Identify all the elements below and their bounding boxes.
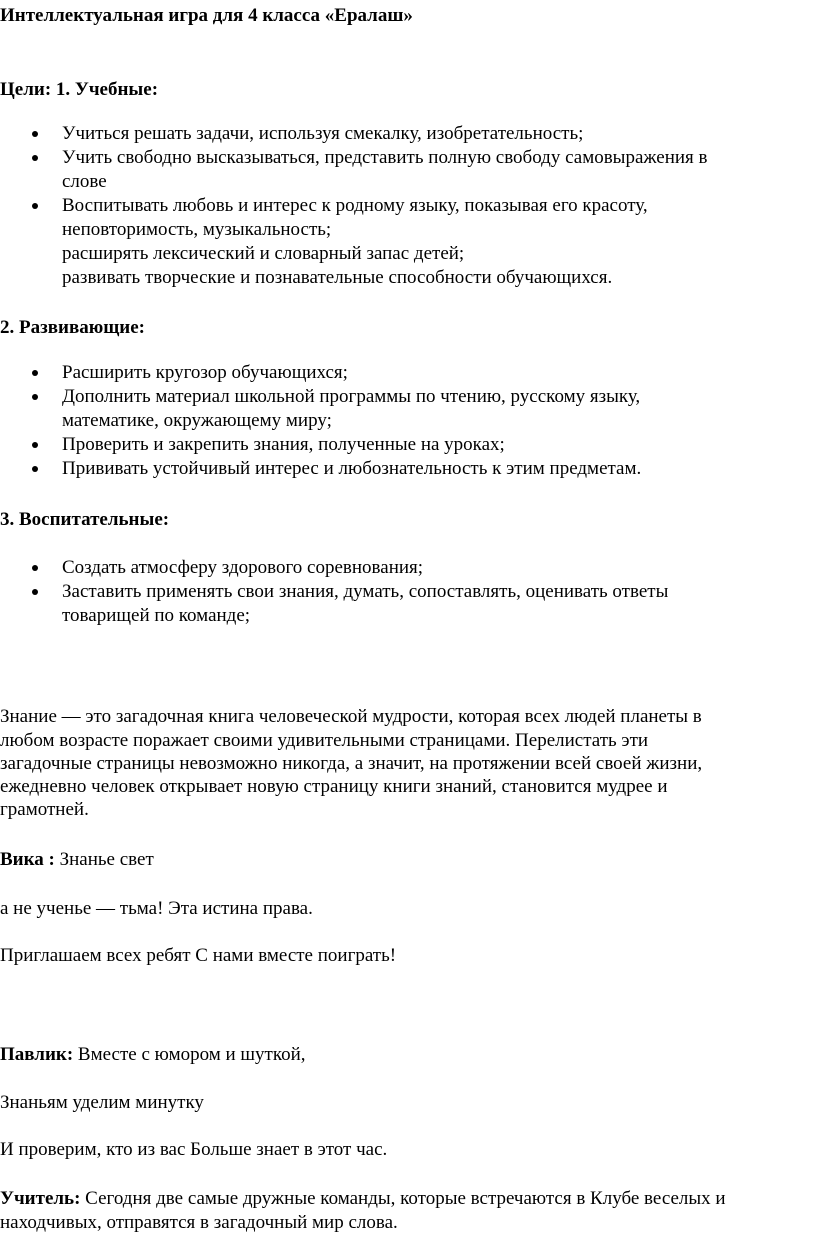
dialogue-line: Знаньям уделим минутку bbox=[0, 1092, 204, 1113]
educational-heading: 3. Воспитательные: bbox=[0, 509, 170, 530]
dialogue-text: Вместе с юмором и шуткой, bbox=[73, 1044, 306, 1065]
speaker-name: Учитель: bbox=[0, 1188, 81, 1209]
bullet-icon bbox=[32, 203, 38, 209]
dialogue-line: Приглашаем всех ребят С нами вместе поиграть! bbox=[0, 945, 397, 966]
bullet-icon bbox=[32, 565, 38, 571]
bullet-icon bbox=[32, 155, 38, 161]
list-item: Дополнить материал школьной программы по чтению, русскому языку, bbox=[62, 386, 641, 407]
speaker-name: Павлик: bbox=[0, 1044, 74, 1065]
dialogue-line bbox=[0, 848, 154, 871]
bullet-icon bbox=[32, 370, 38, 376]
list-item: Прививать устойчивый интерес и любознательность к этим предметам. bbox=[62, 458, 642, 479]
bullet-icon bbox=[32, 589, 38, 595]
list-item-continuation: математике, окружающему миру; bbox=[62, 410, 332, 431]
paragraph-line: любом возрасте поражает своими удивительными страницами. Перелистать эти bbox=[0, 730, 649, 751]
dialogue-line: И проверим, кто из вас Больше знает в этот час. bbox=[0, 1139, 388, 1160]
bullet-icon bbox=[32, 131, 38, 137]
dialogue-line bbox=[0, 1043, 306, 1066]
dialogue-line bbox=[0, 1187, 726, 1210]
bullet-icon bbox=[32, 394, 38, 400]
list-item: Воспитывать любовь и интерес к родному языку, показывая его красоту, bbox=[62, 195, 648, 216]
dialogue-line: а не ученье — тьма! Эта истина права. bbox=[0, 898, 313, 919]
list-item: Создать атмосферу здорового соревнования; bbox=[62, 557, 424, 578]
developing-heading: 2. Развивающие: bbox=[0, 317, 145, 338]
list-item-continuation: слове bbox=[62, 171, 107, 192]
dialogue-text: Сегодня две самые дружные команды, которые встречаются в Клубе веселых и bbox=[80, 1188, 726, 1209]
list-item: Заставить применять свои знания, думать, сопоставлять, оценивать ответы bbox=[62, 581, 669, 602]
paragraph-line: ежедневно человек открывает новую страницу книги знаний, становится мудрее и bbox=[0, 776, 668, 797]
paragraph-line: загадочные страницы невозможно никогда, а значит, на протяжении всей своей жизни, bbox=[0, 753, 703, 774]
goals-heading: Цели: 1. Учебные: bbox=[0, 79, 159, 100]
bullet-icon bbox=[32, 466, 38, 472]
list-item-continuation: товарищей по команде; bbox=[62, 605, 251, 626]
list-item-continuation: неповторимость, музыкальность; bbox=[62, 219, 332, 240]
speaker-name: Вика : bbox=[0, 849, 55, 870]
paragraph-line: Знание — это загадочная книга человеческой мудрости, которая всех людей планеты в bbox=[0, 706, 702, 727]
dialogue-line: находчивых, отправятся в загадочный мир слова. bbox=[0, 1212, 398, 1233]
bullet-icon bbox=[32, 442, 38, 448]
list-item: Проверить и закрепить знания, полученные на уроках; bbox=[62, 434, 505, 455]
dialogue-text: Знанье свет bbox=[54, 849, 154, 870]
document-title: Интеллектуальная игра для 4 класса «Ералаш» bbox=[0, 5, 413, 26]
list-item: Учить свободно высказываться, представить полную свободу самовыражения в bbox=[62, 147, 708, 168]
paragraph-line: грамотней. bbox=[0, 799, 89, 820]
list-item-continuation: развивать творческие и познавательные способности обучающихся. bbox=[62, 267, 613, 288]
list-item: Учиться решать задачи, используя смекалку, изобретательность; bbox=[62, 123, 584, 144]
list-item: Расширить кругозор обучающихся; bbox=[62, 362, 348, 383]
list-item-continuation: расширять лексический и словарный запас детей; bbox=[62, 243, 465, 264]
